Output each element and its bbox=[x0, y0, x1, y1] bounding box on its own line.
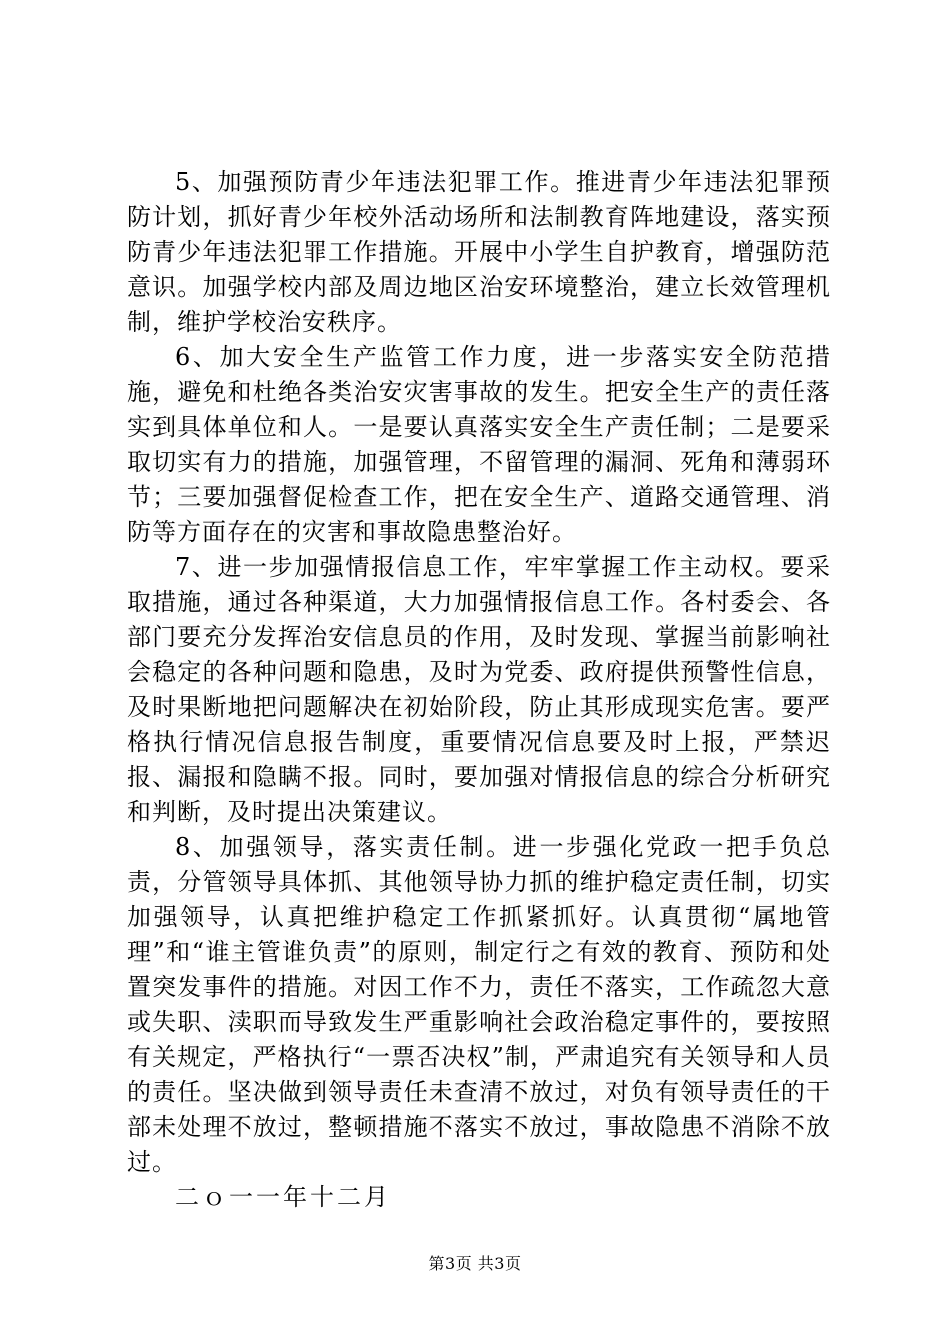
document-body bbox=[127, 165, 831, 1215]
page-number-label: 第3页 共3页 bbox=[428, 1254, 522, 1273]
paragraph-item-8: 8、加强领导，落实责任制。进一步强化党政一把手负总责，分管领导具体抓、其他领导协力抓的维护稳定责任制，切实加强领导，认真把维护稳定工作抓紧抓好。认真贯彻“属地管理”和“谁主管谁负责”的原则，制定行之有效的教育、预防和处置突发事件的措施。对因工作不力，责任不落实，工作疏忽大意或失职、渎职而导致发生严重影响社会政治稳定事件的，要按照有关规定，严格执行“一票否决权”制，严肃追究有关领导和人员的责任。坚决做到领导责任未查清不放过，对负有领导责任的干部未处理不放过，整顿措施不落实不放过，事故隐患不消除不放过。 bbox=[127, 833, 831, 1176]
paragraph-item-5: 5、加强预防青少年违法犯罪工作。推进青少年违法犯罪预防计划，抓好青少年校外活动场所和法制教育阵地建设，落实预防青少年违法犯罪工作措施。开展中小学生自护教育，增强防范意识。加强学校内部及周边地区治安环境整治，建立长效管理机制，维护学校治安秩序。 bbox=[127, 168, 831, 336]
paragraph-item-7: 7、进一步加强情报信息工作，牢牢掌握工作主动权。要采取措施，通过各种渠道，大力加强情报信息工作。各村委会、各部门要充分发挥治安信息员的作用，及时发现、掌握当前影响社会稳定的各种问题和隐患，及时为党委、政府提供预警性信息，及时果断地把问题解决在初始阶段，防止其形成现实危害。要严格执行情况信息报告制度，重要情况信息要及时上报，严禁迟报、漏报和隐瞒不报。同时，要加强对情报信息的综合分析研究和判断，及时提出决策建议。 bbox=[127, 553, 831, 826]
page-footer bbox=[0, 1254, 950, 1274]
paragraph-item-6: 6、加大安全生产监管工作力度，进一步落实安全防范措施，避免和杜绝各类治安灾害事故的发生。把安全生产的责任落实到具体单位和人。一是要认真落实安全生产责任制；二是要采取切实有力的措施，加强管理，不留管理的漏洞、死角和薄弱环节；三要加强督促检查工作，把在安全生产、道路交通管理、消防等方面存在的灾害和事故隐患整治好。 bbox=[127, 343, 831, 546]
document-date: 二ｏ一一年十二月 bbox=[175, 1183, 391, 1211]
